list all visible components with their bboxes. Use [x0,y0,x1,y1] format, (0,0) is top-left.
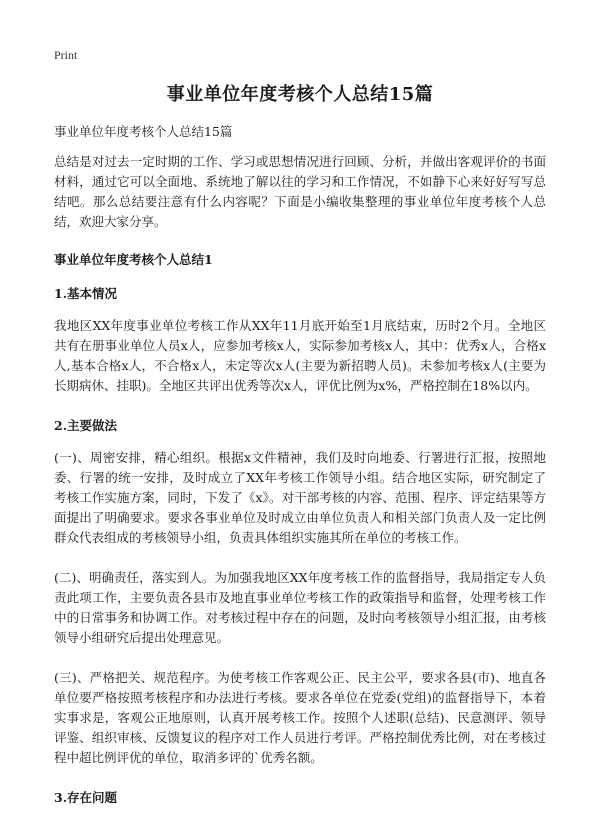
heading-basic-situation: 1.基本情况 [54,286,118,301]
paragraph-practice-1: (一)、周密安排，精心组织。根据x文件精神，我们及时向地委、行署进行汇报，按照地委、行署的统一安排，及时成立了XX年考核工作领导小组。结合地区实际，研究制定了考核工作实施方案，同时，下发了《x》。对干部考核的内容、范围、程序、评定结果等方面提出了明确要求。要求各事业单位及时成立由单位负责人和相关部门负责人及一定比例群众代表组成的考核领导小组，负责具体组织实施其所在单位的考核工作。 [54,450,546,545]
print-label: Print [54,48,78,62]
document-title: 事业单位年度考核个人总结15篇 [166,84,434,105]
document-body [54,122,546,820]
heading-main-practices: 2.主要做法 [54,418,118,433]
paragraph-basic-situation: 我地区XX年度事业单位考核工作从XX年11月底开始至1月底结束，历时2个月。全地区共有在册事业单位人员x人，应参加考核x人，实际参加考核x人，其中：优秀x人，合格x人,基本合格x人，不合格x人，未定等次x人(主要为新招聘人员)。未参加考核x人(主要为长期病休、挂职)。全地区共评出优秀等次x人，评优比例为x%，严格控制在18%以内。 [54,318,546,393]
heading-existing-problems: 3.存在问题 [54,790,118,805]
section-heading: 事业单位年度考核个人总结1 [54,252,213,267]
intro-paragraph: 总结是对过去一定时期的工作、学习或思想情况进行回顾、分析，并做出客观评价的书面材料，通过它可以全面地、系统地了解以往的学习和工作情况，不如静下心来好好写写总结吧。那么总结要注意有什么内容呢？下面是小编收集整理的事业单位年度考核个人总结，欢迎大家分享。 [54,154,546,229]
paragraph-practice-3: (三)、严格把关、规范程序。为使考核工作客观公正、民主公平，要求各县(市)、地直各单位要严格按照考核程序和办法进行考核。要求各单位在党委(党组)的监督指导下，本着实事求是，客观公正地原则，认真开展考核工作。按照个人述职(总结)、民意测评、领导评鉴、组织审核、反馈复议的程序对工作人员进行考评。严格控制优秀比例，对在考核过程中超比例评优的单位，取消多评的`优秀名额。 [54,670,546,765]
document-subtitle: 事业单位年度考核个人总结15篇 [54,124,233,139]
paragraph-practice-2: (二)、明确责任，落实到人。为加强我地区XX年度考核工作的监督指导，我局指定专人负责此项工作，主要负责各县市及地直事业单位考核工作的政策指导和监督，处理考核工作中的日常事务和协调工作。对考核过程中存在的问题，及时向考核领导小组汇报，由考核领导小组研究后提出处理意见。 [54,570,546,645]
